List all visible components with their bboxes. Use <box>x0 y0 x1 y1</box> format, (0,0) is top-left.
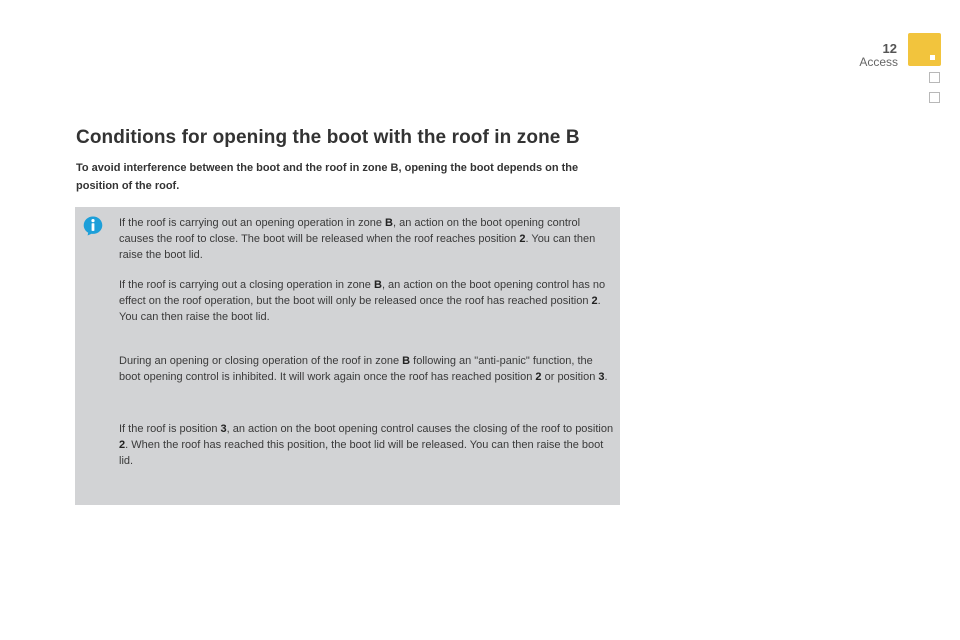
text-span: , an action on the boot opening control causes the closing of the roof to position <box>226 423 614 435</box>
zone-label: B <box>402 355 411 367</box>
position-label: 3 <box>598 371 605 383</box>
info-box <box>75 207 620 505</box>
nav-tab[interactable] <box>929 92 940 103</box>
info-icon <box>83 216 103 236</box>
text-span: During an opening or closing operation of the roof in zone <box>119 355 403 367</box>
info-paragraph <box>119 215 614 263</box>
zone-label: B <box>373 279 382 291</box>
section-name: Access <box>859 55 898 69</box>
text-span: . You can then raise the boot lid. <box>119 233 596 261</box>
position-label: 2 <box>535 371 542 383</box>
text-span: If the roof is carrying out an opening operation in zone <box>119 217 386 229</box>
position-label: 3 <box>220 423 227 435</box>
intro-text: To avoid interference between the boot and the roof in zone B, opening the boot depends on the position of the roof. <box>76 162 579 192</box>
nav-tab[interactable] <box>929 72 940 83</box>
info-paragraph <box>119 353 614 385</box>
text-span: following an "anti-panic" function, the boot opening control is inhibited. It will work again once the roof has reached position <box>119 355 593 383</box>
info-paragraph <box>119 277 614 325</box>
position-label: 2 <box>119 439 126 451</box>
text-span: . When the roof has reached this position, the boot lid will be released. You can then raise the boot lid. <box>119 439 604 467</box>
text-span: or position <box>541 371 599 383</box>
text-span: . You can then raise the boot lid. <box>119 295 601 323</box>
position-label: 2 <box>591 295 598 307</box>
nav-tab-active[interactable] <box>908 33 941 66</box>
info-paragraph <box>119 421 614 469</box>
text-span: If the roof is carrying out a closing operation in zone <box>119 279 374 291</box>
page-number: 12 <box>882 41 897 56</box>
text-span: . <box>604 371 608 383</box>
zone-label: B <box>385 217 393 229</box>
page-title: Conditions for opening the boot with the roof in zone B <box>76 127 580 148</box>
position-label: 2 <box>519 233 526 245</box>
text-span: If the roof is position <box>119 423 221 435</box>
text-span: , an action on the boot opening control has no effect on the roof operation, but the boot will only be released once the roof has reached position <box>119 279 606 307</box>
text-span: , an action on the boot opening control causes the roof to close. The boot will be released when the roof reaches position <box>119 217 581 245</box>
nav-tab-marker <box>930 55 935 60</box>
